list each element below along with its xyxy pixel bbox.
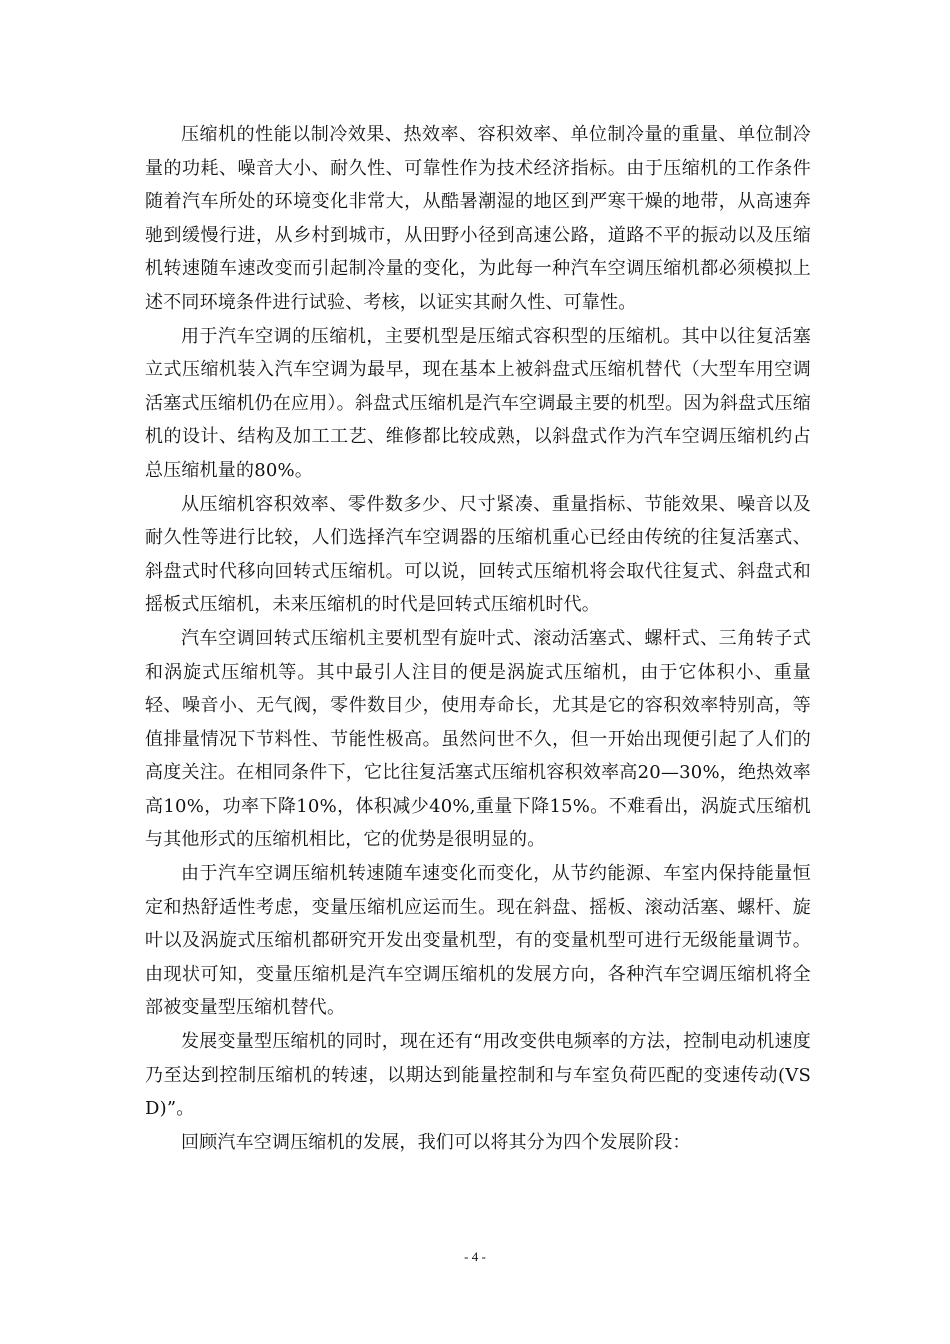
page-number: - 4 -: [464, 1249, 486, 1264]
document-body: [145, 118, 811, 1159]
paragraph-variable-displacement: 由于汽车空调压缩机转速随车速变化而变化，从节约能源、车室内保持能量恒定和热舒适性考虑，变量压缩机应运而生。现在斜盘、摇板、滚动活塞、螺杆、旋叶以及涡旋式压缩机都研究开发出变量机型，有的变量机型可进行无级能量调节。由现状可知，变量压缩机是汽车空调压缩机的发展方向，各种汽车空调压缩机将全部被变量型压缩机替代。: [145, 863, 811, 1019]
paragraph-development-stages: 回顾汽车空调压缩机的发展，我们可以将其分为四个发展阶段：: [181, 1131, 691, 1153]
paragraph-scroll-compressor: 汽车空调回转式压缩机主要机型有旋叶式、滚动活塞式、螺杆式、三角转子式和涡旋式压缩机等。其中最引人注目的便是涡旋式压缩机，由于它体积小、重量轻、噪音小、无气阀，零件数目少，使用寿命长，尤其是它的容积效率特别高，等值排量情况下节料性、节能性极高。虽然问世不久，但一开始出现便引起了人们的高度关注。在相同条件下，它比往复活塞式压缩机容积效率高20—30%，绝热效率高10%，功率下降10%，体积减少40%,重量下降15%。不难看出，涡旋式压缩机与其他形式的压缩机相比，它的优势是很明显的。: [145, 627, 811, 851]
paragraph-compressor-performance: 压缩机的性能以制冷效果、热效率、容积效率、单位制冷量的重量、单位制冷量的功耗、噪音大小、耐久性、可靠性作为技术经济指标。由于压缩机的工作条件随着汽车所处的环境变化非常大，从酷暑潮湿的地区到严寒干燥的地带，从高速奔驰到缓慢行进，从乡村到城市，从田野小径到高速公路，道路不平的振动以及压缩机转速随车速改变而引起制冷量的变化，为此每一种汽车空调压缩机都必须模拟上述不同环境条件进行试验、考核，以证实其耐久性、可靠性。: [145, 124, 811, 313]
paragraph-compressor-types: 用于汽车空调的压缩机，主要机型是压缩式容积型的压缩机。其中以往复活塞立式压缩机装入汽车空调为最早，现在基本上被斜盘式压缩机替代（大型车用空调活塞式压缩机仍在应用）。斜盘式压缩机是汽车空调最主要的机型。因为斜盘式压缩机的设计、结构及加工工艺、维修都比较成熟，以斜盘式作为汽车空调压缩机约占总压缩机量的80%。: [145, 325, 811, 481]
paragraph-rotary-trend: 从压缩机容积效率、零件数多少、尺寸紧凑、重量指标、节能效果、噪音以及耐久性等进行比较，人们选择汽车空调器的压缩机重心已经由传统的往复活塞式、斜盘式时代移向回转式压缩机。可以说，回转式压缩机将会取代往复式、斜盘式和摇板式压缩机，未来压缩机的时代是回转式压缩机时代。: [145, 493, 811, 616]
paragraph-vsd: 发展变量型压缩机的同时，现在还有“用改变供电频率的方法，控制电动机速度乃至达到控制压缩机的转速，以期达到能量控制和与车室负荷匹配的变速传动(VSD)”。: [145, 1031, 811, 1120]
